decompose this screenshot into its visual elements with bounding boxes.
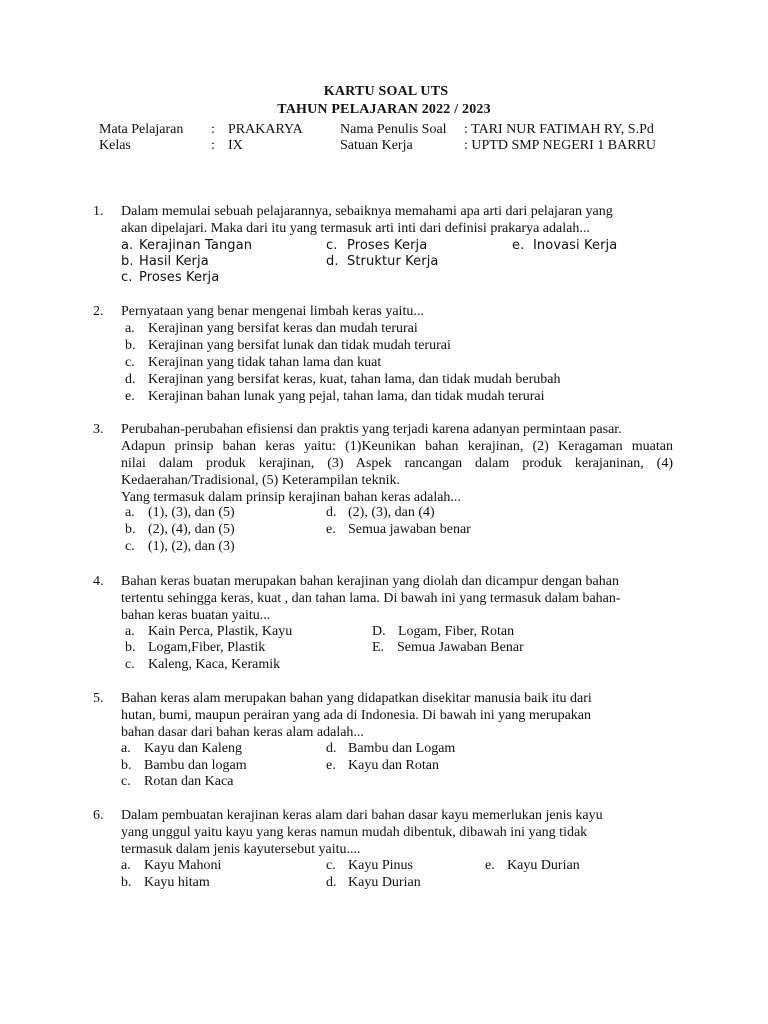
question-text: [121, 690, 673, 741]
option-letter: d.: [326, 505, 337, 520]
option-text: Proses Kerja: [347, 238, 428, 253]
option-letter: c.: [326, 858, 336, 873]
option-letter: c.: [326, 238, 338, 253]
option-letter: a.: [121, 238, 134, 253]
option-letter: a.: [125, 505, 135, 520]
option-text: Kerajinan bahan lunak yang pejal, tahan lama, dan tidak mudah terurai: [148, 389, 545, 404]
option-text: Rotan dan Kaca: [144, 774, 234, 789]
question-line: bahan dasar dari bahan keras alam adalah...: [121, 725, 364, 740]
option-text: Kayu dan Rotan: [348, 758, 439, 773]
option-letter: e.: [485, 858, 495, 873]
question-line: tertentu sehingga keras, kuat , dan tahan lama. Di bawah ini yang termasuk dalam bahan-: [121, 591, 621, 606]
school-label: Satuan Kerja: [340, 138, 413, 153]
option-letter: c.: [125, 539, 135, 554]
author-label: Nama Penulis Soal: [340, 122, 447, 137]
option-text: Kerajinan Tangan: [139, 238, 253, 253]
option-letter: E.: [372, 640, 385, 655]
option-text: Bambu dan Logam: [348, 741, 456, 756]
document-title: KARTU SOAL UTS: [323, 84, 449, 99]
option-text: Inovasi Kerja: [533, 238, 618, 253]
option-text: (2), (4), dan (5): [148, 522, 235, 537]
option-letter: c.: [125, 355, 135, 370]
option-text: (1), (3), dan (5): [148, 505, 235, 520]
question-line: Dalam pembuatan kerajinan keras alam dari bahan dasar kayu memerlukan jenis kayu: [121, 808, 603, 823]
question-number: 6.: [93, 808, 104, 823]
question-line: Dalam memulai sebuah pelajarannya, sebaiknya memahami apa arti dari pelajaran yang: [121, 204, 613, 219]
document-subtitle: TAHUN PELAJARAN 2022 / 2023: [277, 102, 491, 117]
subject-separator: :: [211, 122, 215, 137]
question-line: Yang termasuk dalam prinsip kerajinan bahan keras adalah...: [121, 490, 461, 505]
question-line: bahan keras buatan yaitu...: [121, 608, 271, 623]
class-value: IX: [228, 138, 243, 153]
option-text: Kayu hitam: [144, 875, 210, 890]
question-line: akan dipelajari. Maka dari itu yang termasuk arti inti dari definisi prakarya adalah...: [121, 221, 590, 236]
option-text: Kerajinan yang bersifat lunak dan tidak mudah terurai: [148, 338, 451, 353]
option-text: Logam,Fiber, Plastik: [148, 640, 266, 655]
question-number: 3.: [93, 422, 104, 437]
school-value: : UPTD SMP NEGERI 1 BARRU: [464, 138, 657, 153]
option-text: Kayu Mahoni: [144, 858, 222, 873]
question-number: 2.: [93, 304, 104, 319]
question-text: [121, 573, 673, 624]
option-letter: e.: [326, 522, 336, 537]
option-letter: c.: [125, 657, 135, 672]
option-letter: b.: [125, 522, 136, 537]
option-text: Hasil Kerja: [139, 254, 209, 269]
option-letter: c.: [121, 774, 131, 789]
option-letter: e.: [326, 758, 336, 773]
option-letter: a.: [125, 321, 135, 336]
question-line: Pernyataan yang benar mengenai limbah keras yaitu...: [121, 304, 424, 319]
question-line: yang unggul yaitu kayu yang keras namun mudah dibentuk, dibawah ini yang tidak: [121, 825, 588, 840]
option-text: Kain Perca, Plastik, Kayu: [148, 624, 293, 639]
option-letter: b.: [125, 640, 136, 655]
question-line: Bahan keras alam merupakan bahan yang didapatkan disekitar manusia baik itu dari: [121, 691, 592, 706]
option-text: Kayu dan Kaleng: [144, 741, 242, 756]
option-letter: d.: [326, 254, 339, 269]
option-text: (2), (3), dan (4): [348, 505, 435, 520]
option-text: Kerajinan yang bersifat keras dan mudah terurai: [148, 321, 418, 336]
option-letter: b.: [125, 338, 136, 353]
option-letter: c.: [121, 270, 133, 285]
option-text: Bambu dan logam: [144, 758, 247, 773]
question-text: [121, 421, 673, 506]
question-number: 5.: [93, 691, 104, 706]
option-letter: D.: [372, 624, 386, 639]
option-text: Logam, Fiber, Rotan: [398, 624, 515, 639]
option-letter: d.: [125, 372, 136, 387]
question-line: hutan, bumi, maupun perairan yang ada di Indonesia. Di bawah ini yang merupakan: [121, 708, 592, 723]
option-letter: d.: [326, 875, 337, 890]
option-text: Kerajinan yang tidak tahan lama dan kuat: [148, 355, 382, 370]
option-letter: d.: [326, 741, 337, 756]
option-letter: a.: [121, 741, 131, 756]
question-text: [121, 303, 673, 320]
question-number: 4.: [93, 574, 104, 589]
option-text: Kayu Durian: [507, 858, 580, 873]
subject-value: PRAKARYA: [228, 122, 303, 137]
option-letter: a.: [125, 624, 135, 639]
option-letter: b.: [121, 254, 134, 269]
author-value: : TARI NUR FATIMAH RY, S.Pd: [464, 122, 654, 137]
question-text: [121, 807, 673, 858]
question-line: nilai dalam produk kerajinan, (3) Aspek rancangan dalam produk kerajaninan, (4): [121, 456, 673, 471]
option-text: (1), (2), dan (3): [148, 539, 235, 554]
option-letter: b.: [121, 875, 132, 890]
question-line: Perubahan-perubahan efisiensi dan praktis yang terjadi karena adanyan permintaan pasar.: [121, 422, 622, 437]
option-text: Proses Kerja: [139, 270, 220, 285]
option-text: Kaleng, Kaca, Keramik: [148, 657, 281, 672]
question-line: termasuk dalam jenis kayutersebut yaitu....: [121, 842, 361, 857]
question-line: Kedaerahan/Tradisional, (5) Keterampilan teknik.: [121, 473, 401, 488]
option-text: Struktur Kerja: [347, 254, 439, 269]
option-text: Semua jawaban benar: [348, 522, 471, 537]
option-text: Semua Jawaban Benar: [397, 640, 524, 655]
question-number: 1.: [93, 204, 104, 219]
option-letter: b.: [121, 758, 132, 773]
option-letter: e.: [512, 238, 525, 253]
option-text: Kayu Pinus: [348, 858, 413, 873]
class-label: Kelas: [99, 138, 131, 153]
option-text: Kayu Durian: [348, 875, 421, 890]
subject-label: Mata Pelajaran: [99, 122, 184, 137]
option-letter: a.: [121, 858, 131, 873]
question-line: Adapun prinsip bahan keras yaitu: (1)Keunikan bahan kerajinan, (2) Keragaman muatan: [121, 439, 673, 454]
option-text: Kerajinan yang bersifat keras, kuat, tahan lama, dan tidak mudah berubah: [148, 372, 561, 387]
question-text: [121, 203, 673, 237]
class-separator: :: [211, 138, 215, 153]
question-line: Bahan keras buatan merupakan bahan kerajinan yang diolah dan dicampur dengan bahan: [121, 574, 619, 589]
option-letter: e.: [125, 389, 135, 404]
